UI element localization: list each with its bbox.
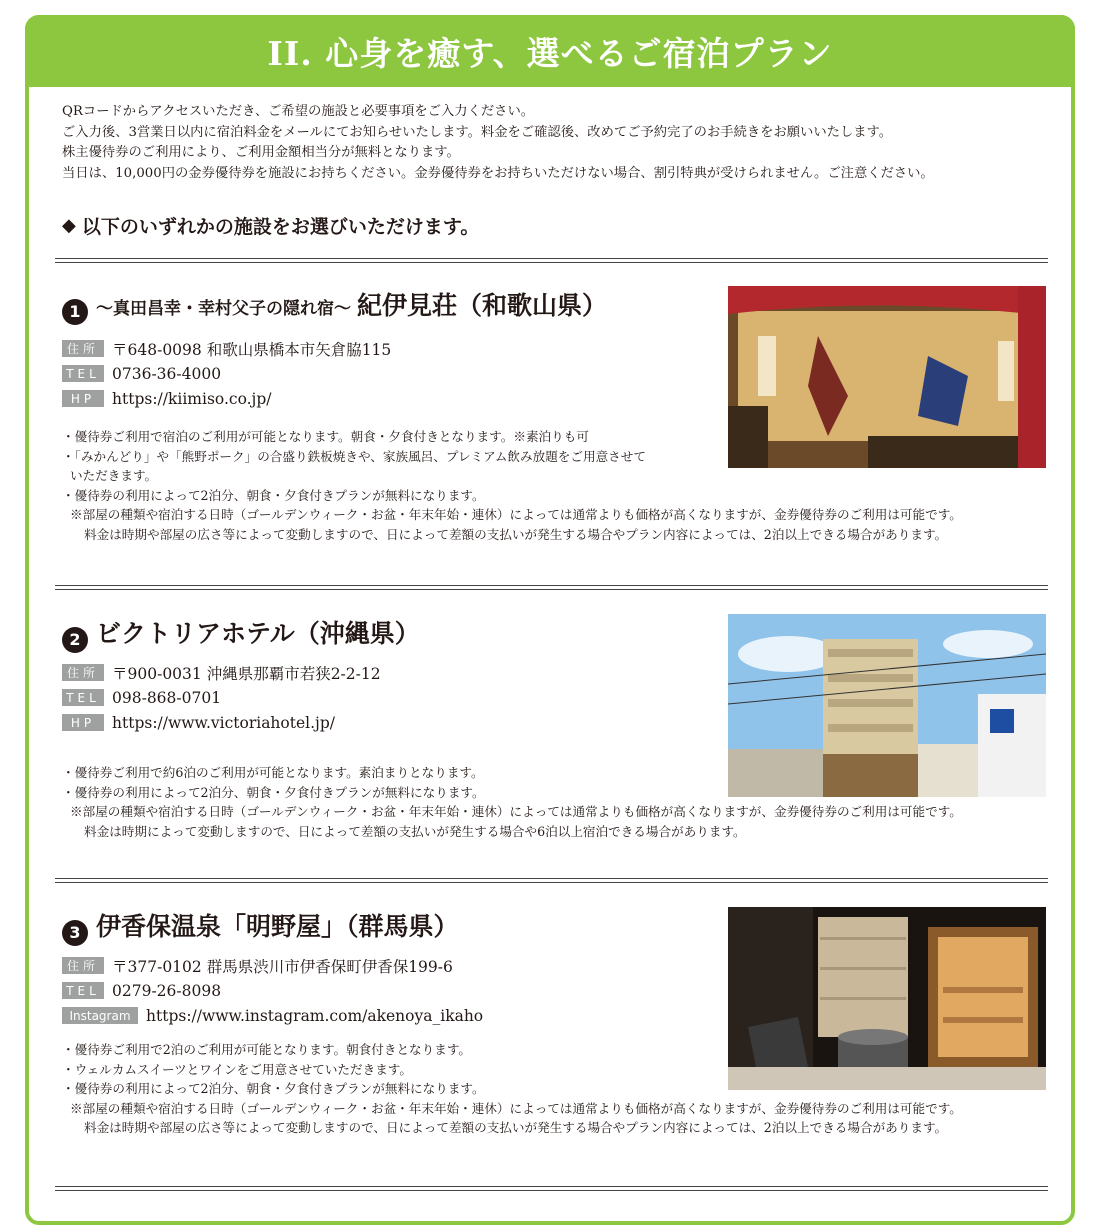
facility-name: ビクトリアホテル（沖縄県）: [96, 619, 420, 648]
address-label: 住所: [62, 957, 104, 974]
facility-prefix: ～真田昌幸・幸村父子の隠れ宿～: [96, 299, 351, 319]
diamond-icon: ◆: [62, 215, 76, 236]
intro-line: 株主優待券のご利用により、ご利用金額相当分が無料となります。: [62, 145, 460, 160]
instagram-link[interactable]: https://www.instagram.com/akenoya_ikaho: [146, 1006, 484, 1025]
note-line: 料金は時期や部屋の広さ等によって変動しますので、日によって差額の支払いが発生する場合やプラン内容によっては、2泊以上できる場合があります。: [84, 526, 948, 542]
address-value: 〒648-0098 和歌山県橋本市矢倉脇115: [112, 340, 392, 359]
note-line: ・優待券ご利用で約6泊のご利用が可能となります。素泊まりとなります。: [62, 765, 484, 780]
note-line: ・優待券ご利用で宿泊のご利用が可能となります。朝食・夕食付きとなります。※素泊りも可: [62, 429, 589, 444]
section-title: II. 心身を癒す、選べるご宿泊プラン: [267, 33, 833, 73]
address-value: 〒377-0102 群馬県渋川市伊香保町伊香保199-6: [112, 957, 453, 976]
divider: [55, 585, 1048, 590]
note-line: ・優待券の利用によって2泊分、朝食・夕食付きプランが無料になります。: [62, 784, 485, 800]
note-line: ・ウェルカムスイーツとワインをご用意させていただきます。: [62, 1061, 412, 1077]
note-line: ・優待券の利用によって2泊分、朝食・夕食付きプランが無料になります。: [62, 1081, 485, 1096]
address-label: 住所: [62, 664, 104, 681]
hp-label: HP: [62, 390, 104, 407]
tel-value: 0736-36-4000: [112, 364, 222, 383]
address-label: 住所: [62, 340, 104, 357]
number-badge: 3: [62, 920, 88, 946]
facility-3-photo: [728, 907, 1046, 1090]
note-line: 料金は時期によって変動しますので、日によって差額の支払いが発生する場合や6泊以上宿泊できる場合があります。: [84, 823, 746, 839]
note-line: ・優待券ご利用で2泊のご利用が可能となります。朝食付きとなります。: [62, 1042, 471, 1057]
choose-heading-text: 以下のいずれかの施設をお選びいただけます。: [81, 216, 480, 238]
note-line: ※部屋の種類や宿泊する日時（ゴールデンウィーク・お盆・年末年始・連休）によっては通常よりも価格が高くなりますが、金券優待券のご利用は可能です。: [70, 1100, 962, 1116]
intro-line: ご入力後、3営業日以内に宿泊料金をメールにてお知らせいたします。料金をご確認後、改めてご予約完了のお手続きをお願いいたします。: [62, 124, 893, 140]
note-line: ・「みかんどり」や「熊野ポーク」の合盛り鉄板焼きや、家族風呂、プレミアム飲み放題をご用意させて: [62, 448, 646, 464]
facility-name: 伊香保温泉「明野屋」（群馬県）: [96, 912, 459, 941]
tel-label: TEL: [62, 689, 104, 706]
note-line: ※部屋の種類や宿泊する日時（ゴールデンウィーク・お盆・年末年始・連休）によっては通常よりも価格が高くなりますが、金券優待券のご利用は可能です。: [70, 507, 962, 522]
number-badge: 2: [62, 627, 88, 653]
facility-1-photo: [728, 286, 1046, 468]
number-badge: 1: [62, 299, 88, 325]
section-header: [25, 15, 1075, 87]
tel-label: TEL: [62, 982, 104, 999]
tel-value: 0279-26-8098: [112, 981, 222, 1000]
address-value: 〒900-0031 沖縄県那覇市若狭2-2-12: [112, 664, 381, 683]
facility-name: 紀伊見荘（和歌山県）: [357, 291, 608, 320]
tel-value: 098-868-0701: [112, 688, 222, 707]
note-line: ・優待券の利用によって2泊分、朝食・夕食付きプランが無料になります。: [62, 487, 485, 503]
intro-text: [62, 102, 1062, 184]
note-line: いただきます。: [70, 468, 158, 483]
facility-2-photo: [728, 614, 1046, 797]
hp-link[interactable]: https://kiimiso.co.jp/: [112, 389, 272, 408]
divider: [55, 258, 1048, 263]
intro-line: QRコードからアクセスいただき、ご希望の施設と必要事項をご入力ください。: [62, 104, 535, 119]
note-line: 料金は時期や部屋の広さ等によって変動しますので、日によって差額の支払いが発生する場合やプラン内容によっては、2泊以上できる場合があります。: [84, 1120, 948, 1135]
divider: [55, 878, 1048, 883]
note-line: ※部屋の種類や宿泊する日時（ゴールデンウィーク・お盆・年末年始・連休）によっては通常よりも価格が高くなりますが、金券優待券のご利用は可能です。: [70, 804, 962, 819]
tel-label: TEL: [62, 365, 104, 382]
instagram-label: Instagram: [62, 1007, 138, 1024]
hp-link[interactable]: https://www.victoriahotel.jp/: [112, 713, 335, 732]
choose-heading: [62, 212, 479, 239]
intro-line: 当日は、10,000円の金券優待券を施設にお持ちください。金券優待券をお持ちいただけない場合、割引特典が受けられません。ご注意ください。: [62, 165, 934, 181]
divider: [55, 1186, 1048, 1191]
hp-label: HP: [62, 714, 104, 731]
